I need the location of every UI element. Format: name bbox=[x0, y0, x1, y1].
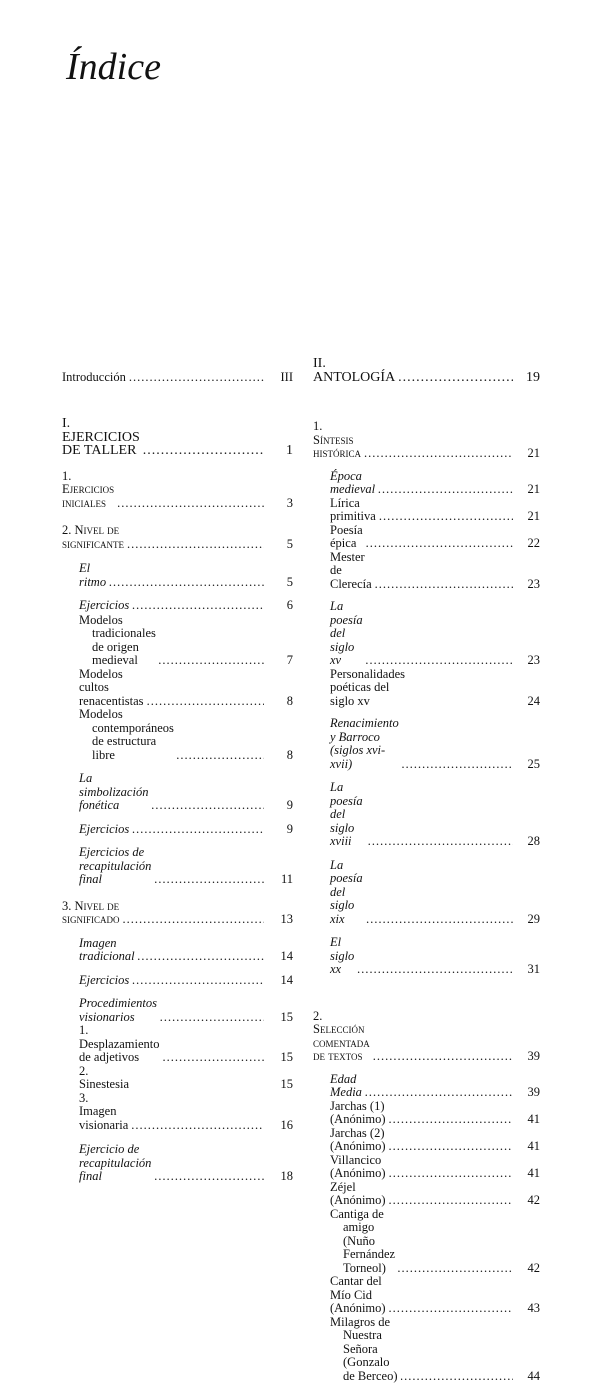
toc-entry[interactable] bbox=[313, 936, 540, 977]
toc-entry-page: 19 bbox=[516, 371, 540, 385]
toc-entry-page: 3 bbox=[267, 497, 293, 511]
leader-dots bbox=[357, 963, 513, 977]
toc-entry-label: Lírica primitiva bbox=[330, 497, 376, 524]
toc-entry[interactable] bbox=[313, 1073, 540, 1100]
leader-dots bbox=[109, 576, 264, 590]
toc-entry-page: 41 bbox=[516, 1113, 540, 1127]
toc-entry-label: 3. Imagen visionaria bbox=[79, 1092, 128, 1133]
toc-entry[interactable] bbox=[313, 1154, 540, 1181]
toc-entry-label: I. EJERCICIOS DE TALLER bbox=[62, 417, 140, 458]
toc-entry[interactable] bbox=[62, 417, 293, 458]
leader-dots bbox=[365, 1086, 513, 1100]
toc-entry-label: Personalidades poéticas del siglo xv bbox=[330, 668, 405, 709]
toc-entry-page: 21 bbox=[516, 510, 540, 524]
toc-entry[interactable] bbox=[62, 1143, 293, 1184]
leader-dots bbox=[127, 538, 264, 552]
toc-entry-label: II. ANTOLOGÍA bbox=[313, 357, 395, 384]
leader-dots bbox=[398, 371, 513, 385]
toc-entry-page: 15 bbox=[267, 1051, 293, 1065]
toc-entry-label: Milagros de Nuestra Señora (Gonzalo de Berceo) bbox=[343, 1316, 398, 1383]
leader-dots bbox=[366, 913, 513, 927]
leader-dots bbox=[389, 1167, 513, 1181]
toc-entry-label: Cantar del Mío Cid (Anónimo) bbox=[330, 1275, 386, 1316]
toc-entry-label: Jarchas (2) (Anónimo) bbox=[330, 1127, 386, 1154]
toc-entry-page: 42 bbox=[516, 1262, 540, 1276]
toc-entry[interactable] bbox=[313, 1100, 540, 1127]
leader-dots bbox=[117, 497, 264, 511]
toc-entry[interactable] bbox=[62, 614, 293, 668]
toc-entry-label: Villancico (Anónimo) bbox=[330, 1154, 386, 1181]
leader-dots bbox=[147, 695, 264, 709]
toc-entry-page: 1 bbox=[267, 444, 293, 458]
toc-entry-page: 18 bbox=[267, 1170, 293, 1184]
toc-entry[interactable] bbox=[313, 370, 540, 384]
toc-entry[interactable] bbox=[62, 997, 293, 1024]
leader-dots bbox=[163, 1051, 264, 1065]
toc-entry-page: 39 bbox=[516, 1086, 540, 1100]
toc-entry[interactable] bbox=[62, 937, 293, 964]
leader-dots bbox=[132, 599, 264, 613]
toc-entry[interactable] bbox=[62, 1065, 293, 1092]
toc-entry-page: 31 bbox=[516, 963, 540, 977]
toc-entry[interactable] bbox=[313, 1316, 540, 1383]
toc-entry-page: 42 bbox=[516, 1194, 540, 1208]
toc-entry[interactable] bbox=[62, 823, 293, 837]
toc-entry-label: Jarchas (1) (Anónimo) bbox=[330, 1100, 386, 1127]
leader-dots bbox=[389, 1194, 513, 1208]
toc-entry-label: Renacimiento y Barroco (siglos xvi-xvii) bbox=[330, 717, 399, 771]
toc-entry-page: 8 bbox=[267, 695, 293, 709]
toc-entry-page: 29 bbox=[516, 913, 540, 927]
toc-entry[interactable] bbox=[313, 1275, 540, 1316]
toc-entry[interactable] bbox=[62, 974, 293, 988]
leader-dots bbox=[364, 447, 513, 461]
toc-entry-label: 1. Ejercicios iniciales bbox=[62, 470, 114, 511]
leader-dots bbox=[177, 749, 264, 763]
toc-entry-page: 25 bbox=[516, 758, 540, 772]
toc-entry-label: La poesía del siglo xv bbox=[330, 600, 363, 668]
toc-entry-label: Procedimientos visionarios bbox=[79, 997, 157, 1024]
leader-dots bbox=[366, 654, 513, 668]
leader-dots bbox=[366, 537, 513, 551]
toc-entry-label: Modelos cultos renacentistas bbox=[79, 668, 144, 709]
toc-entry-label: El siglo xx bbox=[330, 936, 354, 977]
toc-entry-label: El ritmo bbox=[79, 562, 106, 589]
toc-entry-page: 14 bbox=[267, 950, 293, 964]
toc-entry-label: Poesía épica bbox=[330, 524, 363, 551]
toc-entry[interactable] bbox=[313, 1127, 540, 1154]
toc-entry-label: Imagen tradicional bbox=[79, 937, 135, 964]
toc-entry[interactable] bbox=[62, 1092, 293, 1133]
toc-entry[interactable] bbox=[62, 370, 293, 384]
leader-dots bbox=[143, 444, 264, 458]
toc-entry[interactable] bbox=[313, 1181, 540, 1208]
toc-entry[interactable] bbox=[313, 420, 540, 461]
toc-entry-label: 2. Sinestesia bbox=[79, 1065, 129, 1092]
leader-dots bbox=[160, 1011, 264, 1025]
toc-entry-page: 21 bbox=[516, 447, 540, 461]
leader-dots bbox=[154, 873, 264, 887]
leader-dots bbox=[132, 823, 264, 837]
toc-entry[interactable] bbox=[62, 772, 293, 813]
leader-dots bbox=[132, 974, 264, 988]
toc-entry[interactable] bbox=[313, 551, 540, 592]
toc-entry[interactable] bbox=[62, 562, 293, 589]
toc-entry-label: Ejercicios bbox=[79, 599, 129, 613]
toc-entry-page: 13 bbox=[267, 913, 293, 927]
toc-entry-label: La simbolización fonética bbox=[79, 772, 148, 813]
page-title: Índice bbox=[66, 48, 161, 86]
leader-dots bbox=[131, 1119, 264, 1133]
toc-entry-page: 23 bbox=[516, 578, 540, 592]
toc-entry-page: 22 bbox=[516, 537, 540, 551]
toc-entry-page: 14 bbox=[267, 974, 293, 988]
toc-entry[interactable] bbox=[313, 859, 540, 927]
toc-entry-label: La poesía del siglo xviii bbox=[330, 781, 365, 849]
toc-entry[interactable] bbox=[313, 497, 540, 524]
leader-dots bbox=[368, 835, 513, 849]
toc-entry[interactable] bbox=[313, 781, 540, 849]
toc-entry[interactable] bbox=[313, 470, 540, 497]
toc-entry-page: 9 bbox=[267, 823, 293, 837]
toc-entry-page: 15 bbox=[267, 1011, 293, 1025]
leader-dots bbox=[401, 1370, 513, 1383]
leader-dots bbox=[375, 578, 513, 592]
toc-entry-label: 1. Desplazamiento de adjetivos bbox=[79, 1024, 160, 1065]
toc-entry-page: 9 bbox=[267, 799, 293, 813]
toc-entry-page: 41 bbox=[516, 1167, 540, 1181]
leader-dots bbox=[129, 371, 264, 385]
toc-entry-label: La poesía del siglo xix bbox=[330, 859, 363, 927]
toc-entry[interactable] bbox=[62, 668, 293, 709]
toc-entry-page: 24 bbox=[516, 695, 540, 709]
toc-entry[interactable] bbox=[62, 599, 293, 613]
toc-entry-page: 43 bbox=[516, 1302, 540, 1316]
leader-dots bbox=[389, 1140, 513, 1154]
toc-entry-label: Modelos tradicionales de origen medieval bbox=[92, 614, 156, 668]
leader-dots bbox=[159, 654, 264, 668]
toc-entry-label: Mester de Clerecía bbox=[330, 551, 372, 592]
leader-dots bbox=[402, 758, 513, 772]
toc-entry-page: III bbox=[267, 371, 293, 385]
toc-entry[interactable] bbox=[313, 668, 540, 709]
toc-entry-label: Ejercicios bbox=[79, 974, 129, 988]
toc-entry-label: 2. Nivel de significante bbox=[62, 524, 124, 551]
toc-entry[interactable] bbox=[313, 717, 540, 771]
toc-entry-label: Ejercicios de recapitulación final bbox=[79, 846, 151, 887]
toc-entry[interactable] bbox=[62, 708, 293, 762]
leader-dots bbox=[154, 1170, 264, 1184]
toc-entry-label: 2. Selección comentada de textos bbox=[313, 1010, 370, 1064]
toc-entry-label: Edad Media bbox=[330, 1073, 362, 1100]
toc-entry-label: Época medieval bbox=[330, 470, 375, 497]
toc-entry[interactable] bbox=[62, 470, 293, 511]
toc-entry-label: Cantiga de amigo (Nuño Fernández Torneol) bbox=[343, 1208, 395, 1276]
leader-dots bbox=[151, 799, 264, 813]
toc-entry-page: 7 bbox=[267, 654, 293, 668]
toc-entry-page: 39 bbox=[516, 1050, 540, 1064]
toc-right-column bbox=[313, 370, 540, 1383]
toc-entry-label: Ejercicios bbox=[79, 823, 129, 837]
toc-entry-page: 23 bbox=[516, 654, 540, 668]
toc-entry-page: 6 bbox=[267, 599, 293, 613]
toc-entry-page: 41 bbox=[516, 1140, 540, 1154]
toc-entry-label: Zéjel (Anónimo) bbox=[330, 1181, 386, 1208]
toc-entry-page: 5 bbox=[267, 538, 293, 552]
leader-dots bbox=[389, 1302, 513, 1316]
leader-dots bbox=[138, 950, 264, 964]
toc-entry-page: 11 bbox=[267, 873, 293, 887]
toc-entry-page: 8 bbox=[267, 749, 293, 763]
toc-left-column bbox=[62, 370, 293, 1184]
toc-entry-label: Modelos contemporáneos de estructura libre bbox=[92, 708, 174, 762]
toc-entry-label: Ejercicio de recapitulación final bbox=[79, 1143, 151, 1184]
leader-dots bbox=[398, 1262, 513, 1276]
toc-entry[interactable] bbox=[62, 1024, 293, 1065]
toc-entry[interactable] bbox=[313, 1208, 540, 1276]
toc-entry-page: 21 bbox=[516, 483, 540, 497]
toc-entry[interactable] bbox=[62, 846, 293, 887]
toc-entry-label: Introducción bbox=[62, 371, 126, 385]
toc-entry[interactable] bbox=[62, 524, 293, 551]
toc-entry[interactable] bbox=[313, 524, 540, 551]
toc-entry-page: 16 bbox=[267, 1119, 293, 1133]
leader-dots bbox=[373, 1050, 513, 1064]
leader-dots bbox=[379, 510, 513, 524]
toc-entry[interactable] bbox=[313, 1010, 540, 1064]
toc-entry-page: 44 bbox=[516, 1370, 540, 1383]
toc-entry-label: 3. Nivel de significado bbox=[62, 900, 120, 927]
toc-entry-page: 5 bbox=[267, 576, 293, 590]
toc-entry-page: 15 bbox=[267, 1078, 293, 1092]
leader-dots bbox=[123, 913, 265, 927]
toc-entry-label: 1. Síntesis histórica bbox=[313, 420, 361, 461]
leader-dots bbox=[389, 1113, 513, 1127]
toc-entry-page: 28 bbox=[516, 835, 540, 849]
toc-entry[interactable] bbox=[62, 900, 293, 927]
toc-entry[interactable] bbox=[313, 600, 540, 668]
leader-dots bbox=[378, 483, 513, 497]
